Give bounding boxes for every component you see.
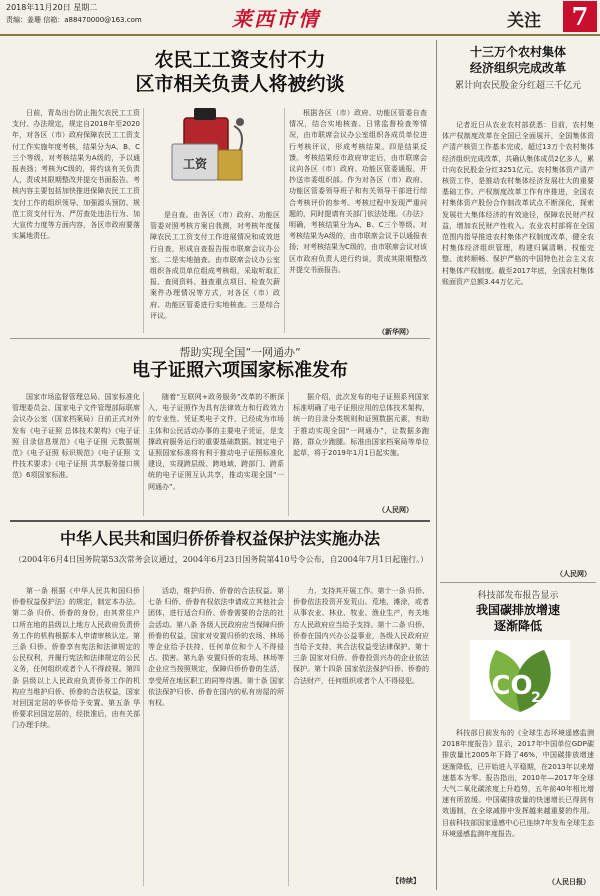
section-divider (440, 582, 596, 583)
article2-col2: 随着“互联网+政务服务”改革的不断深入，电子证照作为具有法律效力和行政效力的专业性、凭证类电子文件，已经成为市场主体和公民活动办事的主要电子凭证，是支撑政府服务运行的重要基础数据。制定电子证照国家标准将有利于推动电子证照标准化建设，实现跨层级、跨地域、跨部门、跨系统的电子证照互认共享，推动实现全国“一网通办”。 (148, 393, 284, 491)
section-divider (10, 520, 430, 522)
sidebar1-headline (442, 44, 594, 76)
sidebar1-source: （人民网） (556, 570, 591, 578)
sidebar2-headline (442, 602, 594, 634)
article1-title-line1: 农民工工资支付不力 (154, 49, 326, 71)
page-number: 7 (563, 1, 597, 32)
sidebar2-body: 科技部日前发布的《全球生态环境遥感监测2018年度报告》显示，2017年中国单位GDP碳排放量比2005年下降了46%，中国碳排放增速逐渐降低，已开始进入平稳期，在2013年以来增速基本为零。报告指出，2010年—2017年全球大气二氧化碳浓度上升趋势，五年前40年相比增速有所放缓。中国碳排放量的快速增长已得到有效遏制，在全球减排中发挥越来越重要的作用。目前科技部国家遥感中心已连续7年发布全球生态环境遥感监测年度报告。 (442, 729, 594, 838)
article1-col2: 是自查。由各区（市）政府、功能区管委对照考核方案自我测，对考核年度保障农民工工资支付工作进展情况和成效进行自查，形成自查报告报市联席会议办公室。二是实地抽查。由市联席会议办公室组织各成员单位组成考核组，采取听取汇报、查阅资料、抽查重点项目、检查欠薪案件办理情况等方式，对各区（市）政府、功能区管委进行实地核查。三是综合评议。 (150, 211, 280, 320)
co2-label: CO (491, 671, 533, 701)
column-divider (143, 586, 144, 886)
sidebar2-kicker: 科技部发布报告显示 (477, 591, 559, 601)
sidebar2-title-line1: 我国碳排放增速 (475, 603, 560, 617)
article2-col3: 据介绍，此次发布的电子证照系列国家标准明确了电子证照应用的总体技术架构，统一的目录分类规则和证照数据元素，有助于推动实现全国“一网通办”，让数据多跑路，群众少跑腿。标准由国家档案局等单位起草，将于2019年1月1日起实施。 (293, 393, 429, 458)
article1-headline (40, 48, 440, 96)
column-divider (143, 392, 144, 516)
editor-contact: 责编：姜珊 信箱：a88470000@163.com (6, 16, 142, 24)
column-divider (143, 108, 144, 333)
section-name: 关注 (507, 11, 541, 31)
section-divider (10, 338, 430, 339)
sidebar-divider (436, 40, 437, 890)
article2-col1: 国家市场监督管理总局、国家标准化管理委员会、国家电子文件管理部际联席会议办公室（国家档案局）日前正式对外发布《电子证照 总体技术架构》《电子证照 目录信息规范》《电子证照 元数据规范》《电子证照 标识规范》《电子证照 文件技术要求》《电子证照 共享服务接口规范》6项国家标准。 (12, 393, 140, 480)
article1-col3: 根据各区（市）政府、功能区管委自查情况，结合实地核查、日常监督检查等情况，由市联席会议办公室组织各成员单位进行考核评议，形成考核结果。四是结果反馈。考核结果经市政府审定后，由市联席会议向各区（市）政府、功能区管委通报，并抄送市委组织部。作为对各区（市）政府、功能区管委领导班子和有关领导干部进行综合考核评价的参考。考核过程中发现严重问题的，同时提请有关部门依法处理。《办法》明确，考核结果分为A、B、C三个等级。对考核结果为A级的，由市联席会议予以通报表扬；对考核结果为C级的，由市联席会议对该区市政府负责人进行约谈，责成其限期整改并提交书面报告。 (289, 109, 427, 274)
article1-source: （新华网） (378, 328, 413, 336)
masthead (0, 0, 600, 36)
wage-envelope-icon (150, 104, 280, 204)
issue-date: 2018年11月20日 星期二 (6, 3, 98, 12)
article1-title-line2: 区市相关负责人将被约谈 (135, 73, 345, 95)
article3-col2: 活动，维护归侨、侨眷的合法权益。第七条 归侨、侨眷有权依法申请成立其他社会团体，进行适合归侨、侨眷需要的合法的社会活动。第八条 各级人民政府应当保障归侨侨眷的权益，国家对安置归侨的农场、林场等企业给予扶持，任何单位和个人不得侵占、损害。第九条 安置归侨的农场、林场等企业应当按照规定，保障归侨侨眷的生活，享受所在地区职工的同等待遇。第十条 国家依法保护归侨、侨眷在国内的私有房屋的所有权。 (148, 587, 284, 708)
article2-source: （人民网） (378, 506, 413, 514)
newspaper-title: 莱西市情 (232, 7, 320, 31)
wage-illustration (150, 104, 280, 204)
column-divider (284, 108, 285, 333)
article3-headline: 中华人民共和国归侨侨眷权益保护法实施办法 (59, 529, 380, 548)
article1-col1: 日前，青岛出台防止拖欠农民工工资支付、办法规定，规定自2018年至2020年，对各区（市）政府保障农民工工资支付工作实施年度考核，结果分为A、B、C三个等级，对考核结果为A级的，予以通报表扬；考核为C级的，将约谈有关负责人，责成其限期整改并提交书面报告。考核内容主要包括加快推进保障农民工工资支付工作的组织领导、加强源头预防、规范工资支付行为、严厉查处违法行为、加大宣传力度等方面内容，各区市政府要落实属地责任。 (12, 109, 140, 241)
co2-illustration (470, 640, 570, 720)
article3-col3: 力，支持其开展工作。第十一条 归侨、侨眷依法投资开发荒山、荒地、滩涂，或者从事农业、林业、牧业、渔业生产，有关地方人民政府应当给予支持。第十二条 归侨、侨眷在国内兴办公益事业，各级人民政府应当给予支持，其合法权益受法律保护。第十三条 国家对归侨、侨眷投资兴办的企业依法保护。第十四条 国家依法保护归侨、侨眷的合法财产，任何组织或者个人不得侵犯。 (293, 587, 429, 685)
co2-leaf-icon (470, 640, 570, 720)
co2-subscript: 2 (531, 690, 541, 706)
article2-kicker: 帮助实现全国“一网通办” (179, 346, 301, 359)
column-divider (288, 586, 289, 886)
sidebar1-title-line1: 十三万个农村集体 (469, 45, 566, 59)
sidebar1-title-line2: 经济组织完成改革 (469, 61, 566, 75)
article3-col1: 第一条 根据《中华人民共和国归侨侨眷权益保护法》的规定，制定本办法。第二条 归侨、侨眷的身份，由其常住户口所在地的县级以上地方人民政府负责侨务工作的机构根据本人申请审核认定。第三条 归侨、侨眷享有宪法和法律规定的公民权利，并履行宪法和法律规定的公民义务，任何组织或者个人不得歧视。第四条 县级以上人民政府负责侨务工作的机构应当维护归侨、侨眷的合法权益，国家对回国定居的华侨给予安置。第五条 华侨要求回国定居的，经批准后，由有关部门办理手续。 (12, 587, 140, 730)
sidebar2-source: （人民日报） (548, 878, 590, 886)
article2-headline: 电子证照六项国家标准发布 (132, 360, 348, 381)
sidebar1-subtitle: 累计向农民股金分红超三千亿元 (454, 81, 581, 91)
sidebar2-title-line2: 逐渐降低 (493, 619, 542, 633)
column-divider (288, 392, 289, 516)
article3-continued: 【待续】 (392, 877, 420, 885)
svg-text:工资: 工资 (182, 157, 208, 171)
article3-subtitle: （2004年6月4日国务院第53次常务会议通过，2004年6月23日国务院第410号令公布，自2004年7月1日起施行。） (14, 555, 429, 564)
sidebar1-body: 记者近日从农业农村部获悉：目前，农村集体产权制度改革在全国已全面展开，全国集体资产清产核资工作基本完成，超过13万个农村集体经济组织完成改革，共确认集体成员2亿多人，累计向农民股金分红3251亿元。农村集体资产清产核资工作，是推动农村集体经济发展壮大的重要基础工作。产权制度改革工作有序推进，全国农村集体资产股份合作制改革试点不断深化，探索发展壮大集体经济的有效途径，保障农民财产权益，增加农民财产性收入。农业农村部将在全国范围内指导推进农村集体产权制度改革，健全农村集体经济组织管理，构建归属清晰、权能完整、流转顺畅、保护严格的中国特色社会主义农村集体产权制度。截至2017年底，全国农村集体账面资产总额3.44万亿元。 (442, 121, 594, 286)
